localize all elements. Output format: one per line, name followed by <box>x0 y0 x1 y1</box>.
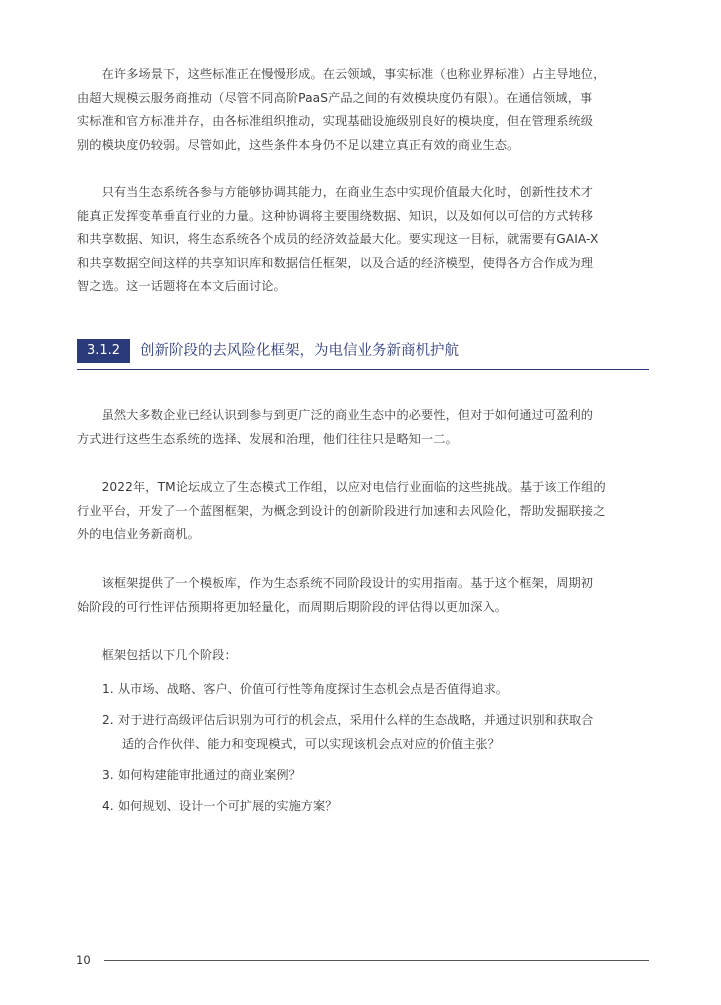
list-item-number: 3. <box>102 767 114 782</box>
framework-stages-list <box>102 678 662 826</box>
list-item <box>102 764 662 788</box>
paragraph-cloud-standards <box>77 63 657 157</box>
list-item-number: 4. <box>102 798 114 813</box>
text-line: 行业平台，开发了一个蓝图框架，为概念到设计的创新阶段进行加速和去风险化，帮助发掘联接之 <box>77 503 606 518</box>
text-line: 能真正发挥变革垂直行业的力量。这种协调将主要围绕数据、知识，以及如何以可信的方式转移 <box>77 208 594 223</box>
text-line: 虽然大多数企业已经认识到参与到更广泛的商业生态中的必要性，但对于如何通过可盈利的 <box>77 408 594 422</box>
text-line: 方式进行这些生态系统的选择、发展和治理，他们往往只是略知一二。 <box>77 431 458 446</box>
text-line: 智之选。这一话题将在本文后面讨论。 <box>77 279 286 293</box>
text-line: 该框架提供了一个模板库，作为生态系统不同阶段设计的实用指南。基于这个框架，周期初 <box>77 576 594 590</box>
text-line: 在许多场景下，这些标准正在慢慢形成。在云领域，事实标准（也称业界标准）占主导地位， <box>77 67 606 81</box>
text-line: 别的模块度仍较弱。尽管如此，这些条件本身仍不足以建立真正有效的商业生态。 <box>77 137 520 152</box>
list-item-text: 如何构建能审批通过的商业案例？ <box>118 767 301 782</box>
section-title: 创新阶段的去风险化框架，为电信业务新商机护航 <box>140 343 459 359</box>
list-item <box>102 678 662 702</box>
footer-divider <box>104 960 649 961</box>
text-line: 外的电信业务新商机。 <box>77 527 200 541</box>
list-item-number: 1. <box>102 682 114 696</box>
list-item <box>102 709 662 756</box>
text-line: 只有当生态系统各参与方能够协调其能力，在商业生态中实现价值最大化时，创新性技术才 <box>77 185 594 199</box>
list-item-text: 如何规划、设计一个可扩展的实施方案？ <box>118 798 338 813</box>
paragraph-template-library <box>77 572 657 619</box>
paragraph-enterprise-awareness <box>77 404 657 451</box>
list-item <box>102 795 662 819</box>
text-line: 始阶段的可行性评估预期将更加轻量化，而周期后期阶段的评估得以更加深入。 <box>77 599 508 614</box>
list-item-text: 对于进行高级评估后识别为可行的机会点，采用什么样的生态战略，并通过识别和获取合 <box>118 713 594 727</box>
text-line: 框架包括以下几个阶段： <box>77 648 237 662</box>
paragraph-ecosystem-coordination <box>77 181 657 299</box>
text-line: 和共享数据空间这样的共享知识库和数据信任框架，以及合适的经济模型，使得各方合作成为理 <box>77 255 594 270</box>
list-item-text: 适的合作伙伴、能力和变现模式，可以实现该机会点对应的价值主张？ <box>122 736 500 751</box>
page-number: 10 <box>76 953 91 967</box>
list-item-number: 2. <box>102 713 114 727</box>
section-number-badge: 3.1.2 <box>77 339 130 363</box>
list-item-text: 从市场、战略、客户、价值可行性等角度探讨生态机会点是否值得追求。 <box>118 682 508 696</box>
text-line: 由超大规模云服务商推动（尽管不同高阶PaaS产品之间的有效模块度仍有限）。在通信领域，事 <box>77 90 593 105</box>
text-line: 实标准和官方标准并存，由各标准组织推动，实现基础设施级别良好的模块度，但在管理系统级 <box>77 114 594 128</box>
paragraph-tm-forum-2022 <box>77 476 657 547</box>
text-line: 和共享数据、知识，将生态系统各个成员的经济效益最大化。要实现这一目标，就需要有GAIA-X <box>77 232 599 246</box>
section-heading <box>77 339 649 370</box>
paragraph-framework-stages-intro <box>77 644 657 668</box>
text-line: 2022年，TM论坛成立了生态模式工作组，以应对电信行业面临的这些挑战。基于该工作组的 <box>77 480 606 494</box>
